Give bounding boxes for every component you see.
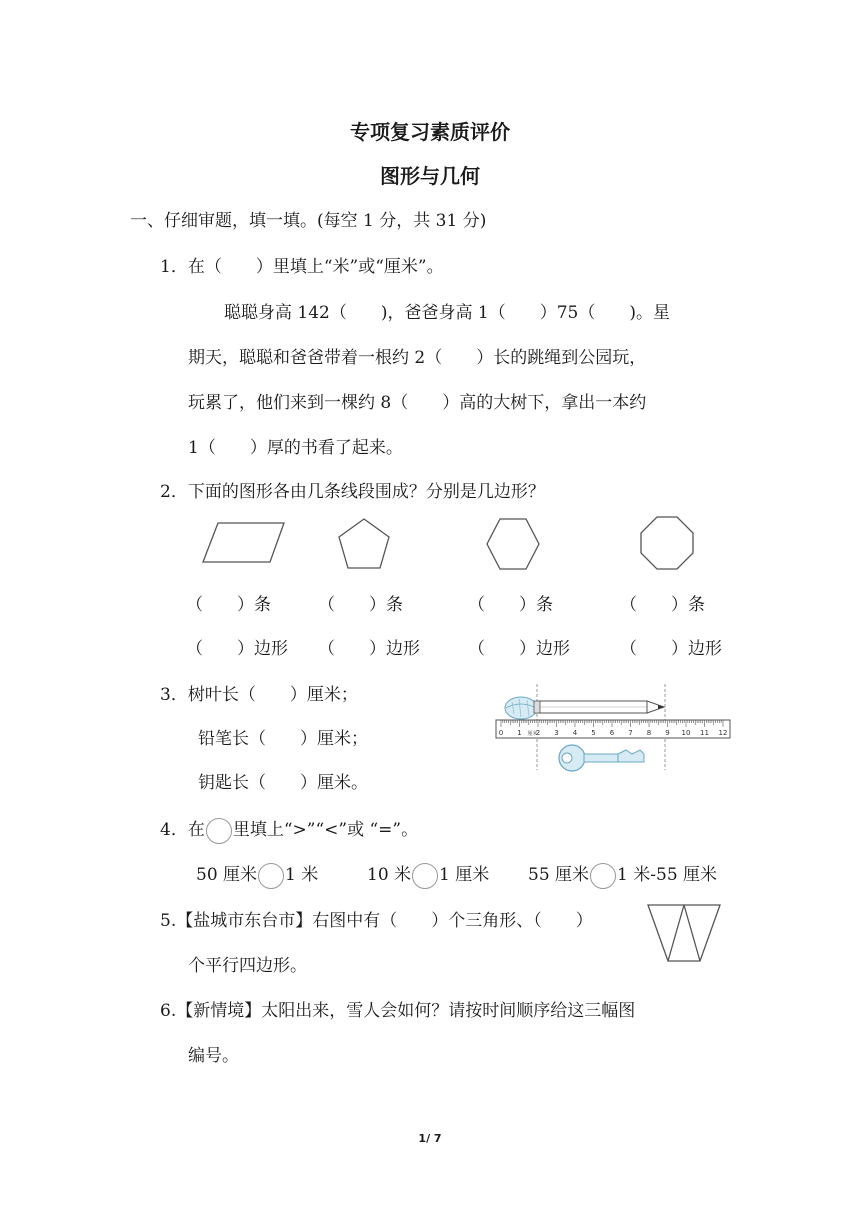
q4-stem — [160, 815, 418, 844]
ruler-figure — [492, 682, 732, 782]
q4-expr-2-left: 10 米 — [367, 865, 412, 885]
ruler-tick-label: 2 — [535, 729, 541, 737]
q6-line-2: 编号。 — [188, 1046, 239, 1066]
q2-bian-1: （ ）边形 — [186, 639, 288, 659]
q1-stem: 1．在（ ）里填上“米”或“厘米”。 — [160, 257, 444, 277]
q4-expr-1 — [196, 860, 318, 889]
ruler-tick-label: 12 — [718, 729, 728, 737]
q2-tiao-3: （ ）条 — [468, 595, 553, 615]
q2-tiao-2: （ ）条 — [318, 595, 403, 615]
q4-expr-1-right: 1 米 — [285, 865, 319, 885]
q2-bian-4: （ ）边形 — [620, 639, 722, 659]
q4-stem-a: 4．在 — [160, 820, 205, 840]
compare-circle-example — [206, 818, 232, 844]
q1-line-2: 期天，聪聪和爸爸带着一根约 2（ ）长的跳绳到公园玩， — [188, 348, 647, 368]
q4-expr-3-right: 1 米-55 厘米 — [617, 865, 718, 885]
section-heading: 一、仔细审题，填一填。(每空 1 分，共 31 分) — [130, 211, 487, 231]
q4-expr-3 — [528, 860, 717, 889]
octagon-figure — [638, 514, 696, 572]
ruler-tick-label: 8 — [646, 729, 652, 737]
q2-bian-2: （ ）边形 — [318, 639, 420, 659]
ruler-tick-label: 1 — [517, 729, 522, 737]
q2-bian-3: （ ）边形 — [468, 639, 570, 659]
compare-circle-3[interactable] — [590, 863, 616, 889]
ruler-tick-label: 11 — [700, 729, 709, 737]
ruler-tick-label: 4 — [572, 729, 578, 737]
q2-tiao-1: （ ）条 — [186, 595, 271, 615]
compare-circle-1[interactable] — [258, 863, 284, 889]
ruler-tick-label: 6 — [609, 729, 615, 737]
page-number: 1/ 7 — [418, 1132, 442, 1145]
q4-stem-b: 里填上“>”“<”或 “=”。 — [232, 820, 419, 840]
q1-line-3: 玩累了，他们来到一棵约 8（ ）高的大树下，拿出一本约 — [188, 393, 647, 413]
page-subtitle: 图形与几何 — [380, 164, 480, 188]
q4-expr-1-left: 50 厘米 — [196, 865, 258, 885]
ruler-unit-label: 厘米 — [527, 731, 538, 737]
ruler-tick-label: 7 — [628, 729, 633, 737]
ruler-tick-label: 10 — [681, 729, 691, 737]
q3-pencil: 铅笔长（ ）厘米； — [198, 729, 368, 749]
q1-line-1: 聪聪身高 142（ )，爸爸身高 1（ ）75（ )。星 — [224, 303, 670, 323]
leaf-icon — [505, 697, 537, 719]
ruler-tick-label: 0 — [498, 729, 504, 737]
trapezoid-figure — [646, 902, 722, 964]
q3-leaf: 3．树叶长（ ）厘米； — [160, 685, 358, 705]
key-icon — [559, 745, 644, 771]
q1-line-4: 1（ ）厚的书看了起来。 — [188, 438, 403, 458]
parallelogram-figure — [200, 520, 290, 566]
q2-stem: 2．下面的图形各由几条线段围成？分别是几边形？ — [160, 482, 545, 502]
q6-line-1: 6.【新情境】太阳出来，雪人会如何？请按时间顺序给这三幅图 — [160, 1001, 636, 1021]
pencil-icon — [534, 701, 665, 713]
q4-expr-2-right: 1 厘米 — [439, 865, 490, 885]
pentagon-figure — [336, 516, 394, 572]
q4-expr-2 — [367, 860, 489, 889]
q2-tiao-4: （ ）条 — [620, 595, 705, 615]
compare-circle-2[interactable] — [412, 863, 438, 889]
page-title: 专项复习素质评价 — [350, 120, 510, 144]
q4-expr-3-left: 55 厘米 — [528, 865, 590, 885]
q5-line-2: 个平行四边形。 — [188, 956, 307, 976]
ruler-tick-label: 9 — [665, 729, 670, 737]
ruler-tick-label: 3 — [554, 729, 559, 737]
q3-key: 钥匙长（ ）厘米。 — [198, 773, 368, 793]
hexagon-figure — [484, 516, 542, 572]
ruler-tick-label: 5 — [591, 729, 596, 737]
q5-line-1: 5.【盐城市东台市】右图中有（ ）个三角形、（ ） — [160, 911, 593, 931]
